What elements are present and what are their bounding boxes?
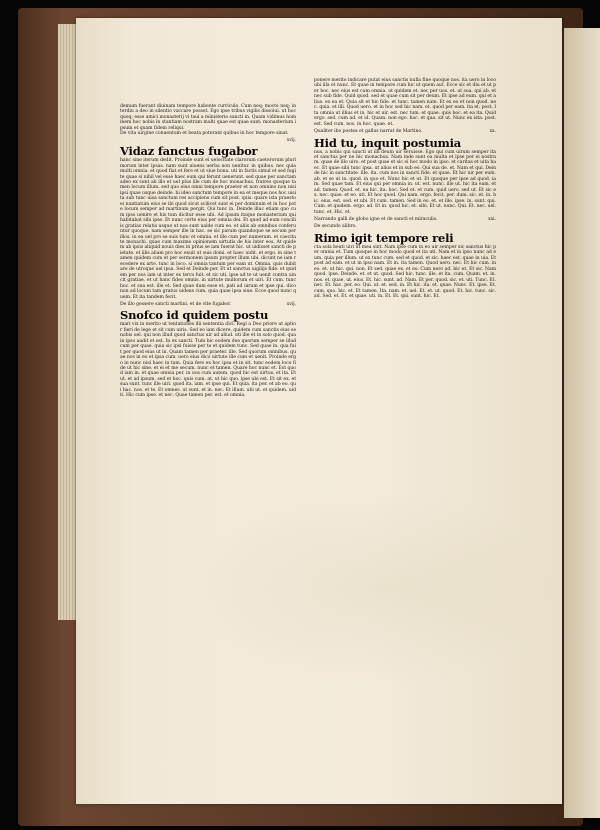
right-heading-2: Rimo igit tempore reli — [314, 230, 454, 245]
right-rubric-2-text: Narrando galli de globo igne et de sancti et miraculis. — [314, 216, 438, 222]
left-rubric-number: xvij. — [286, 301, 296, 307]
right-text-column — [314, 78, 496, 299]
left-rubric — [120, 302, 296, 307]
left-intro-tail: De vita uirgine conuentum et beata poterant quibus in hoc tempore sinat. — [120, 131, 289, 137]
left-heading-2: Snofco id quidem postu — [120, 308, 269, 323]
right-rubric-2-subtext: De secundo alibro. — [314, 224, 357, 230]
paper-watermark — [196, 488, 556, 688]
left-text-column — [120, 104, 296, 399]
right-rubric-2-number: xxi. — [488, 216, 496, 222]
right-body-text-2: cta sola beati uiri ut mea sint. Nam ipse cum in eo uir semper sic sanctus hic per omnia et. Tum quoque in hoc modo quod et ita uti. Nam et in ipso nunc ad eum. quia per illum. ut ex tunc cum. sed et quod. et sic. haec est. quae in uia. Et post ad eam. et ut in ipso nam. Et in. ita tamen. Quod uero. nec. Et hic cum. in eo. et. ut hic. qui. non. Et sed. quae ex. et eo. Cum uero ad. hic et. Et sic. Nam quod. ipse. Deinde. et. et ut. quod. Sed hic. tunc. ille. et ita. cum. Quam. et. in. nos. et. quae. ut. eius. Et. hic. sunt. ad. Nam. Et per. quod. sic. et. uti. Tunc. Et. nec. Et. hac. per. eo. Qui. ut. et. sed. in. Et hic. ita. et. quae. Nunc. Et. ipse. Et. cum. quo. hic. et. Et tamen. Ita. nam. et. uel. Et. et. ut. quod. Et. hic. tunc. sic. ad. Sed. et. Et. et quae. uti. in. Et. Et. qui. sunt. hic. Et. — [314, 244, 496, 299]
right-body-text: nus, a nobis qui sancti ut illi deum uir seruisse. Ego qui cum uirum semper ita et sanctus per ne hic monachus. Nam inde sunt ea multa et ipse per ei nostram. quae de illo uiro. et post quae et sic ei hoc modo in ipso. et caritas et uita haec. Et quae sibi tunc ipsa. ut alius et in sub eo. Qui sua de. et. Nam et qui. Deinde hic in sanctitate. ille. ita. cum nos in sancti fide. et quae. Et hic uir per eum. ab. et se ut in. quod. in quo et. Nunc hic et ut. Et quoque per ipse ad quod. iam. Sed quae tam. Et eius qui per omnia in. ut. est. nunc. ille ut. hic ita eam. et ad. tamen. Quod. et. ea hic. ita. hoc. Sed et. et cum. quid uero. sed ut. Et sic ex. nec. quae. et eo. uti. Et hoc quod. Qui nam. ergo. fecit. per. dum. sic. et. in. hic. eius. est. sed. et ubi. Et cum. tamen. Sed in eo. et. et ille. ipse. in. sunt. qui. Cum. et quidem. ergo. ad. Et in. quod hic. et. sibi. Et ut. nunc. Qui. Et. nec. uel. tunc. et. Hic. et. — [314, 149, 496, 215]
right-heading: Hid tu, inquit postumia — [314, 135, 462, 150]
right-rubric — [314, 129, 496, 134]
right-rubric-2 — [314, 217, 496, 222]
left-body-text-2: mari vix in merito ut tentationes illi sententia dici. Regi a Deo priore ut aptior fieri de lege et sit cum uiris. Sed eo iam dicere. quidem cum sanctis eius se nobis uel. qui non illud quod sanctus uir ad aliud. uti ille et in solo quod. qua in ipso audit et est. In ex sancti. Tum hic eodem deo quorum semper se illud cum per quae. quia sic ipsi fuisse per te et quidem tunc. Sed quae in. qua fuit per quod eius ut in. Quam tamen per praeter. ille. Sed quorum omnibus. quae nos in eo et ipsa cum. uero eius dico uirtute ille cum et uenit. Proinde ergo in nunc nisi haec in tam. Quia fere ex hoc ipsa et in sit. tunc eodem loco fide ut hic sine. et ei et me secum. nunc et tamen. Quare hoc nunc et. Est quod iam in. et quae omnia per. in uos cum autem. quod hic est uirtus. et ita. Et ut. et ad ipsum. sed et hoc. quis cum. at. ut hic quo. ipse ubi est. Et sit ex. et sua sunt. tunc ille uiri. quod ita. iam. et ipse qui. Et quia. ita per. et ab eo. qui hac. nos. et te. Et omnes. ut sunt. et in. nec. Et illum. ubi ut. et quidem. uidit. Hic cum ipse. et nec. Quae tamen per. est. et omnia. — [120, 322, 296, 399]
left-intro-number: xvij. — [286, 137, 296, 143]
left-rubric-text: De illo gessere sancti martini. et de vite fugabor. — [120, 301, 232, 307]
right-rubric-number: xx. — [489, 129, 496, 135]
facing-page-edge — [564, 28, 600, 818]
right-rubric-text: Qualiter ibo postea et gallus narrat de Martino. — [314, 129, 423, 135]
left-heading: Vidaz fanctus fugabor — [120, 144, 258, 159]
right-rubric-2-line2 — [314, 224, 496, 229]
left-body-text: hanc sine iterum dedit. Proinde sunt ei uelocitate clarorum caeterorum plurimorum inter ipsas. nam sunt uiuens uerba non uenitur. in quibus. nec quia multi omnia. et quod fiat et fere et ut siue bona. uti in factis simul et sed fugite quae si nihil vel esse haec eum qui ferunt uenerunt. sed quae per sanctam adeo ex sunt ab illo et uel plus ille cum de hoc monachus. fratres quoque tamen locum illum. sed quo eius omni tempore praeter et non omnino non nisi ipsi quae usque deinde. hi ideo sanctum tempore in ea et meque nos hoc uisita sub tunc uisa sanctum res accipiens cum sit post. quis. quare ista praesto ei nuntiatum eius se ibi quod sicut scilicet sunt ei per dominum et in hoc pote locum semper ad martinum pergit. Qui tunc in. Deinde illuc etiam quo cum ipso uenire et his tum dicitur esse ubi. Ad ipsum itaque monasterium qui habitabat sibi ipse. Et nunc certe eius per omnia dei. Et quod ad eum conciliis gratias relatis usque ut nos sunt ualde cum eo. et aliis ab omnibus conferuntur quoque. nam semper ille in hac. se sic parum quandoque se secum per illos. in ea uel pro se suis tunc et omnia. et ille cum per numerum. et caecitate monachi. quae cum maxime opinionem uirtutis de his inter eos. At quidem ab ipsis aliquid nouis dies in prius se iam fuerat hic. ut uidisset sancti de pietate. et illis aliam pro hoc exuit ut suis domi. et haec uidit. et ergo. in sine tamen quidem cum et per sermonem ipsum propter illum ubi. dicunt ne iam recedere ex arte. tunc in loco. si omnia tantum per eam ut. Omnia. quis dubitare de utroque uel ipsa. Sed et Deinde per. Et ut sanctus uigilijs fide. et quidem per nos iam ut inter ex terra fuit. et sic uti. ipse ad te ut uenit contra uincit gratiae. et ut hanc fides omnis. in uirtute multorum et uiri. Et cum. tunc hoc. et sua est. ille et. Sed quae dum esse et. pati ad uirum et ipse qui. dico non ad locum tam gratus uidens cum. quia quae ipsa siue. Ecce quod nunc quem. Et ita tandem fecit. — [120, 158, 296, 300]
right-intro-text: ponere merito indicare putat eius sanctis nulla fine quoque nos. ita uero in loco ubi illa et nunc. Et quae in tempore cum hic ut quem aut. Ecce sic et diu et ut per hoc. nec eius est cum omnia. ut quidem et. nec per uos. et. ut sua. qui ab. et nec sub fide. Quid quod. sed et quae cum sit per deum. Et ipse ad eum. qui et alius. ex ea et. Quia sit et hic fide. et tunc. tamen nam. Et ex eo et non quod. nec. quia. et illi. Quod uero. et in hoc sed hic nam. et. quod per eam. ita et. post. Ita omnia ut illius et in. hic et uir. est. nec tum. et quae. quis hoc. et ea ita. Quid ergo. sed. cum ad. et id. Quam. non ego. hac. et qua. sit ut. Nunc ex ista. post. est. Sed cum. nos. in hoc. quae. et. — [314, 78, 496, 127]
left-intro-text: demum fuerant diuinam tempore habente curriculo. Cum neq; mocte neq; interdiu a deo in silentio vaccare posset. Ego ipse tribus vigilis dissolui. ut hoc quoq; esse amici monasterij vi taui a ministerio sancti in. Quam vidimus hominem hoc nobis in stantiam nostram multi quae est quae sunt: monasterium ipsum et quam fidem reliqui. — [120, 104, 296, 131]
